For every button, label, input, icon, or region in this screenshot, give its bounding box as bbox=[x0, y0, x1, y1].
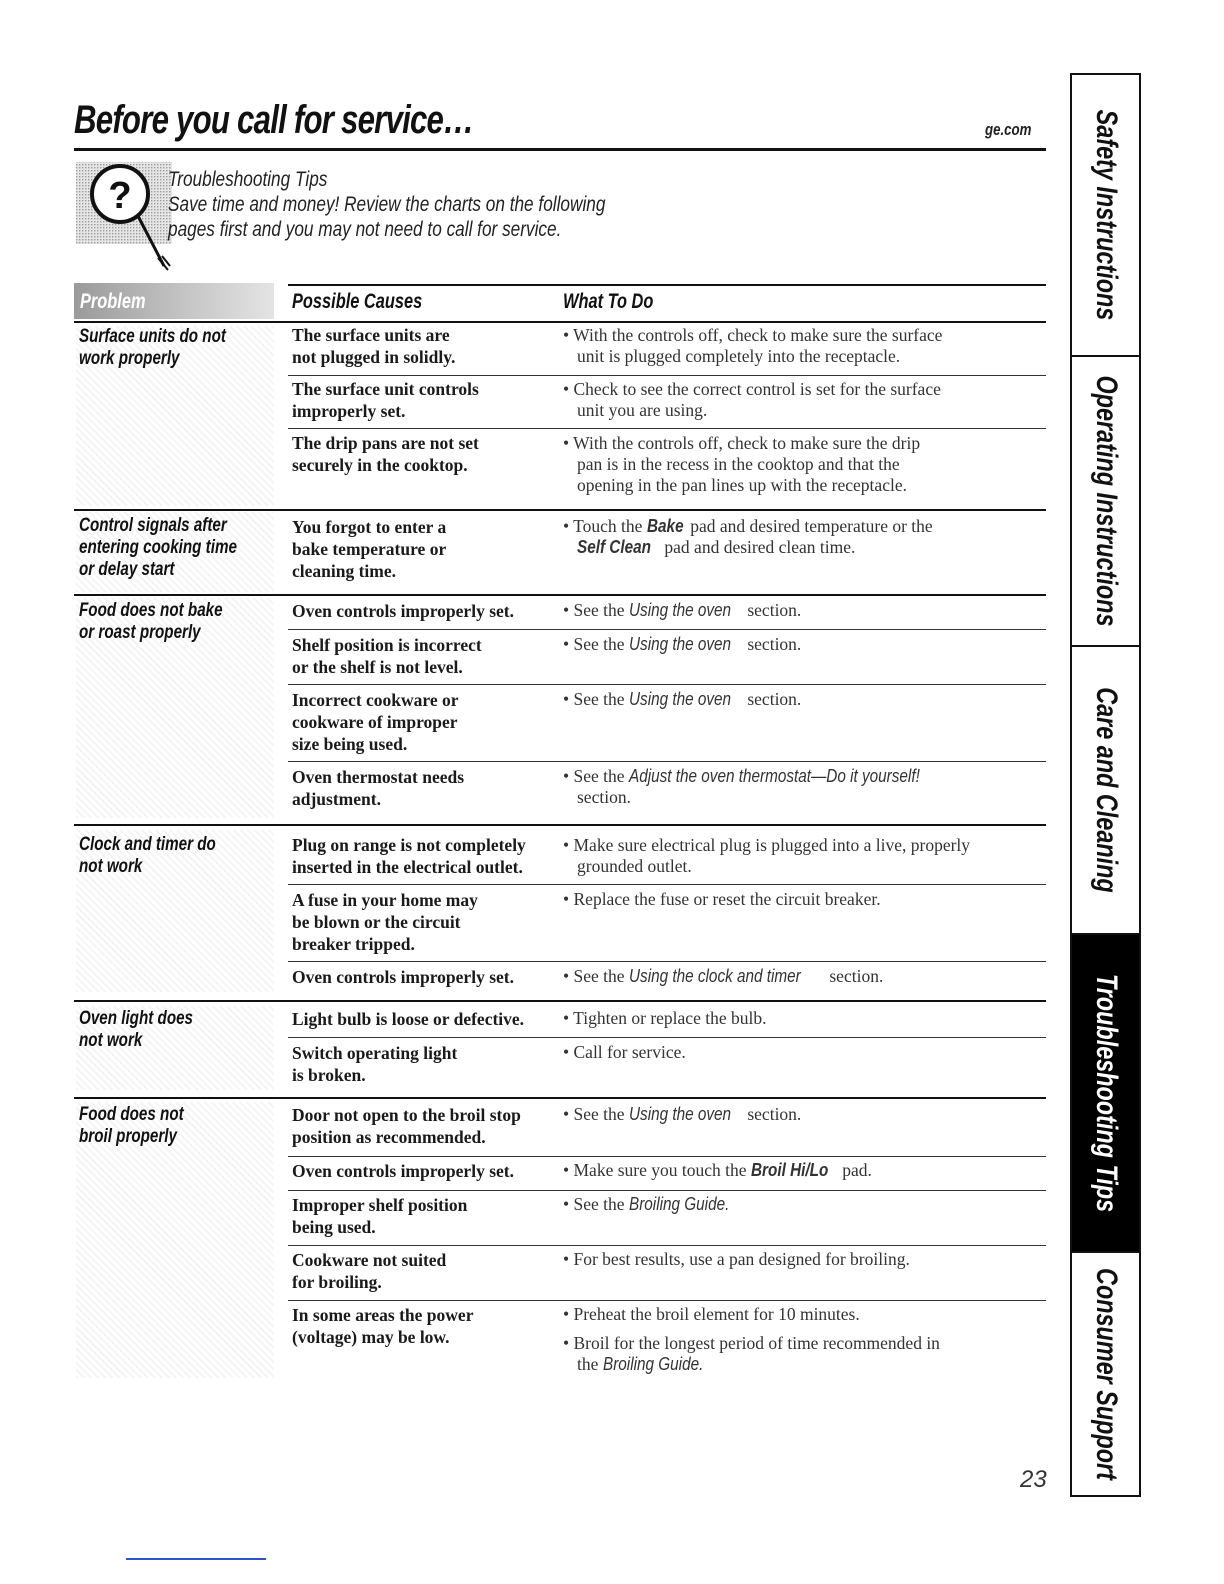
todo-text: • For best results, use a pan designed for broiling. bbox=[563, 1249, 910, 1269]
site-link[interactable]: ge.com bbox=[985, 120, 1032, 139]
cause-divider bbox=[288, 761, 1046, 762]
svg-text:?: ? bbox=[108, 175, 132, 217]
cause-divider bbox=[288, 1245, 1046, 1246]
cause-text: A fuse in your home may be blown or the circuit breaker tripped. bbox=[292, 890, 478, 954]
cause-text: Oven controls improperly set. bbox=[292, 1161, 514, 1181]
todo-text: • Broil for the longest period of time recommended in the Broiling Guide. bbox=[563, 1333, 940, 1374]
tab-safety-instructions[interactable]: Safety Instructions bbox=[1072, 75, 1139, 357]
todo-text: • Touch the Bake pad and desired temperature or the Self Clean pad and desired clean time. bbox=[563, 516, 933, 557]
causes-column-header: Possible Causes bbox=[292, 290, 423, 313]
todo-text: • Make sure you touch the Broil Hi/Lo pad. bbox=[563, 1160, 872, 1180]
cause-text: In some areas the power (voltage) may be low. bbox=[292, 1305, 474, 1347]
cause-text: Cookware not suited for broiling. bbox=[292, 1250, 447, 1292]
problem-label: Food does not bake or roast properly bbox=[79, 600, 223, 643]
todo-text: • With the controls off, check to make sure the drip pan is in the recess in the cooktop and that the opening in the pan lines up with the receptacle. bbox=[563, 433, 921, 495]
cause-text: Shelf position is incorrect or the shelf is not level. bbox=[292, 635, 482, 677]
tips-text bbox=[168, 167, 701, 242]
tips-line-1: Save time and money! Review the charts on the following bbox=[168, 193, 606, 216]
cause-divider bbox=[288, 375, 1046, 376]
cause-text: Incorrect cookware or cookware of improper size being used. bbox=[292, 690, 459, 754]
cause-divider bbox=[288, 428, 1046, 429]
cause-text: Switch operating light is broken. bbox=[292, 1043, 458, 1085]
problem-label: Surface units do not work properly bbox=[79, 326, 226, 369]
footer-link-underline bbox=[126, 1558, 266, 1560]
cause-text: Oven controls improperly set. bbox=[292, 967, 514, 987]
tab-operating-instructions[interactable]: Operating Instructions bbox=[1072, 357, 1139, 647]
todo-text: • Check to see the correct control is set for the surface unit you are using. bbox=[563, 379, 941, 420]
section-tabs bbox=[1070, 73, 1141, 1497]
tab-consumer-support[interactable]: Consumer Support bbox=[1089, 1268, 1123, 1480]
problem-divider bbox=[74, 1097, 1046, 1099]
problem-divider bbox=[74, 594, 1046, 596]
cause-divider bbox=[288, 884, 1046, 885]
cause-divider bbox=[288, 684, 1046, 685]
cause-text: Oven controls improperly set. bbox=[292, 601, 514, 621]
page-title: Before you call for service… bbox=[74, 98, 474, 142]
problem-divider bbox=[74, 824, 1046, 826]
todo-text: • See the Using the oven section. bbox=[563, 600, 802, 620]
problem-column-header: Problem bbox=[80, 290, 146, 313]
todo-text: • See the Using the oven section. bbox=[563, 689, 802, 709]
cause-text: Oven thermostat needs adjustment. bbox=[292, 767, 465, 809]
problem-label: Food does not broil properly bbox=[79, 1104, 184, 1147]
todo-text: • Preheat the broil element for 10 minutes. bbox=[563, 1304, 860, 1324]
cause-text: The surface unit controls improperly set. bbox=[292, 379, 479, 421]
problem-divider bbox=[74, 509, 1046, 511]
problem-label: Clock and timer do not work bbox=[79, 834, 216, 877]
todo-text: • See the Adjust the oven thermostat—Do it yourself! section. bbox=[563, 766, 920, 807]
cause-divider bbox=[288, 961, 1046, 962]
cause-text: Plug on range is not completely inserted in the electrical outlet. bbox=[292, 835, 526, 877]
todo-text: • Make sure electrical plug is plugged into a live, properly grounded outlet. bbox=[563, 835, 971, 876]
title-rule bbox=[74, 148, 1046, 151]
tips-line-2: pages first and you may not need to call for service. bbox=[168, 218, 562, 241]
cause-text: You forgot to enter a bake temperature or cleaning time. bbox=[292, 517, 447, 581]
cause-divider bbox=[288, 1190, 1046, 1191]
problem-divider bbox=[74, 1000, 1046, 1002]
cause-text: The drip pans are not set securely in the cooktop. bbox=[292, 433, 479, 475]
problem-label: Control signals after entering cooking time or delay start bbox=[79, 515, 237, 580]
page-number: 23 bbox=[1020, 1466, 1047, 1493]
cause-divider bbox=[288, 1156, 1046, 1157]
todo-text: • See the Broiling Guide. bbox=[563, 1194, 730, 1214]
todo-text: • With the controls off, check to make sure the surface unit is plugged completely into the receptacle. bbox=[563, 325, 943, 366]
todo-column-header: What To Do bbox=[563, 290, 654, 313]
todo-text: • See the Using the clock and timer section. bbox=[563, 966, 884, 986]
tips-heading: Troubleshooting Tips bbox=[168, 168, 328, 191]
cause-divider bbox=[288, 1037, 1046, 1038]
cause-divider bbox=[288, 1300, 1046, 1301]
todo-text: • Replace the fuse or reset the circuit breaker. bbox=[563, 889, 881, 909]
cause-text: Light bulb is loose or defective. bbox=[292, 1009, 525, 1029]
todo-text: • Call for service. bbox=[563, 1042, 686, 1062]
header-rule-bottom bbox=[74, 321, 1046, 323]
todo-text: • See the Using the oven section. bbox=[563, 1104, 802, 1124]
cause-divider bbox=[288, 629, 1046, 630]
header-rule-top bbox=[288, 284, 1046, 286]
problem-label: Oven light does not work bbox=[79, 1008, 194, 1051]
cause-text: The surface units are not plugged in solidly. bbox=[292, 325, 456, 367]
cause-text: Improper shelf position being used. bbox=[292, 1195, 468, 1237]
cause-text: Door not open to the broil stop position as recommended. bbox=[292, 1105, 521, 1147]
todo-text: • Tighten or replace the bulb. bbox=[563, 1008, 767, 1028]
tab-care-and-cleaning[interactable]: Care and Cleaning bbox=[1072, 647, 1139, 935]
todo-text: • See the Using the oven section. bbox=[563, 634, 802, 654]
question-mark-pointer-icon bbox=[76, 158, 172, 276]
tab-troubleshooting-tips[interactable]: Troubleshooting Tips bbox=[1072, 935, 1139, 1253]
